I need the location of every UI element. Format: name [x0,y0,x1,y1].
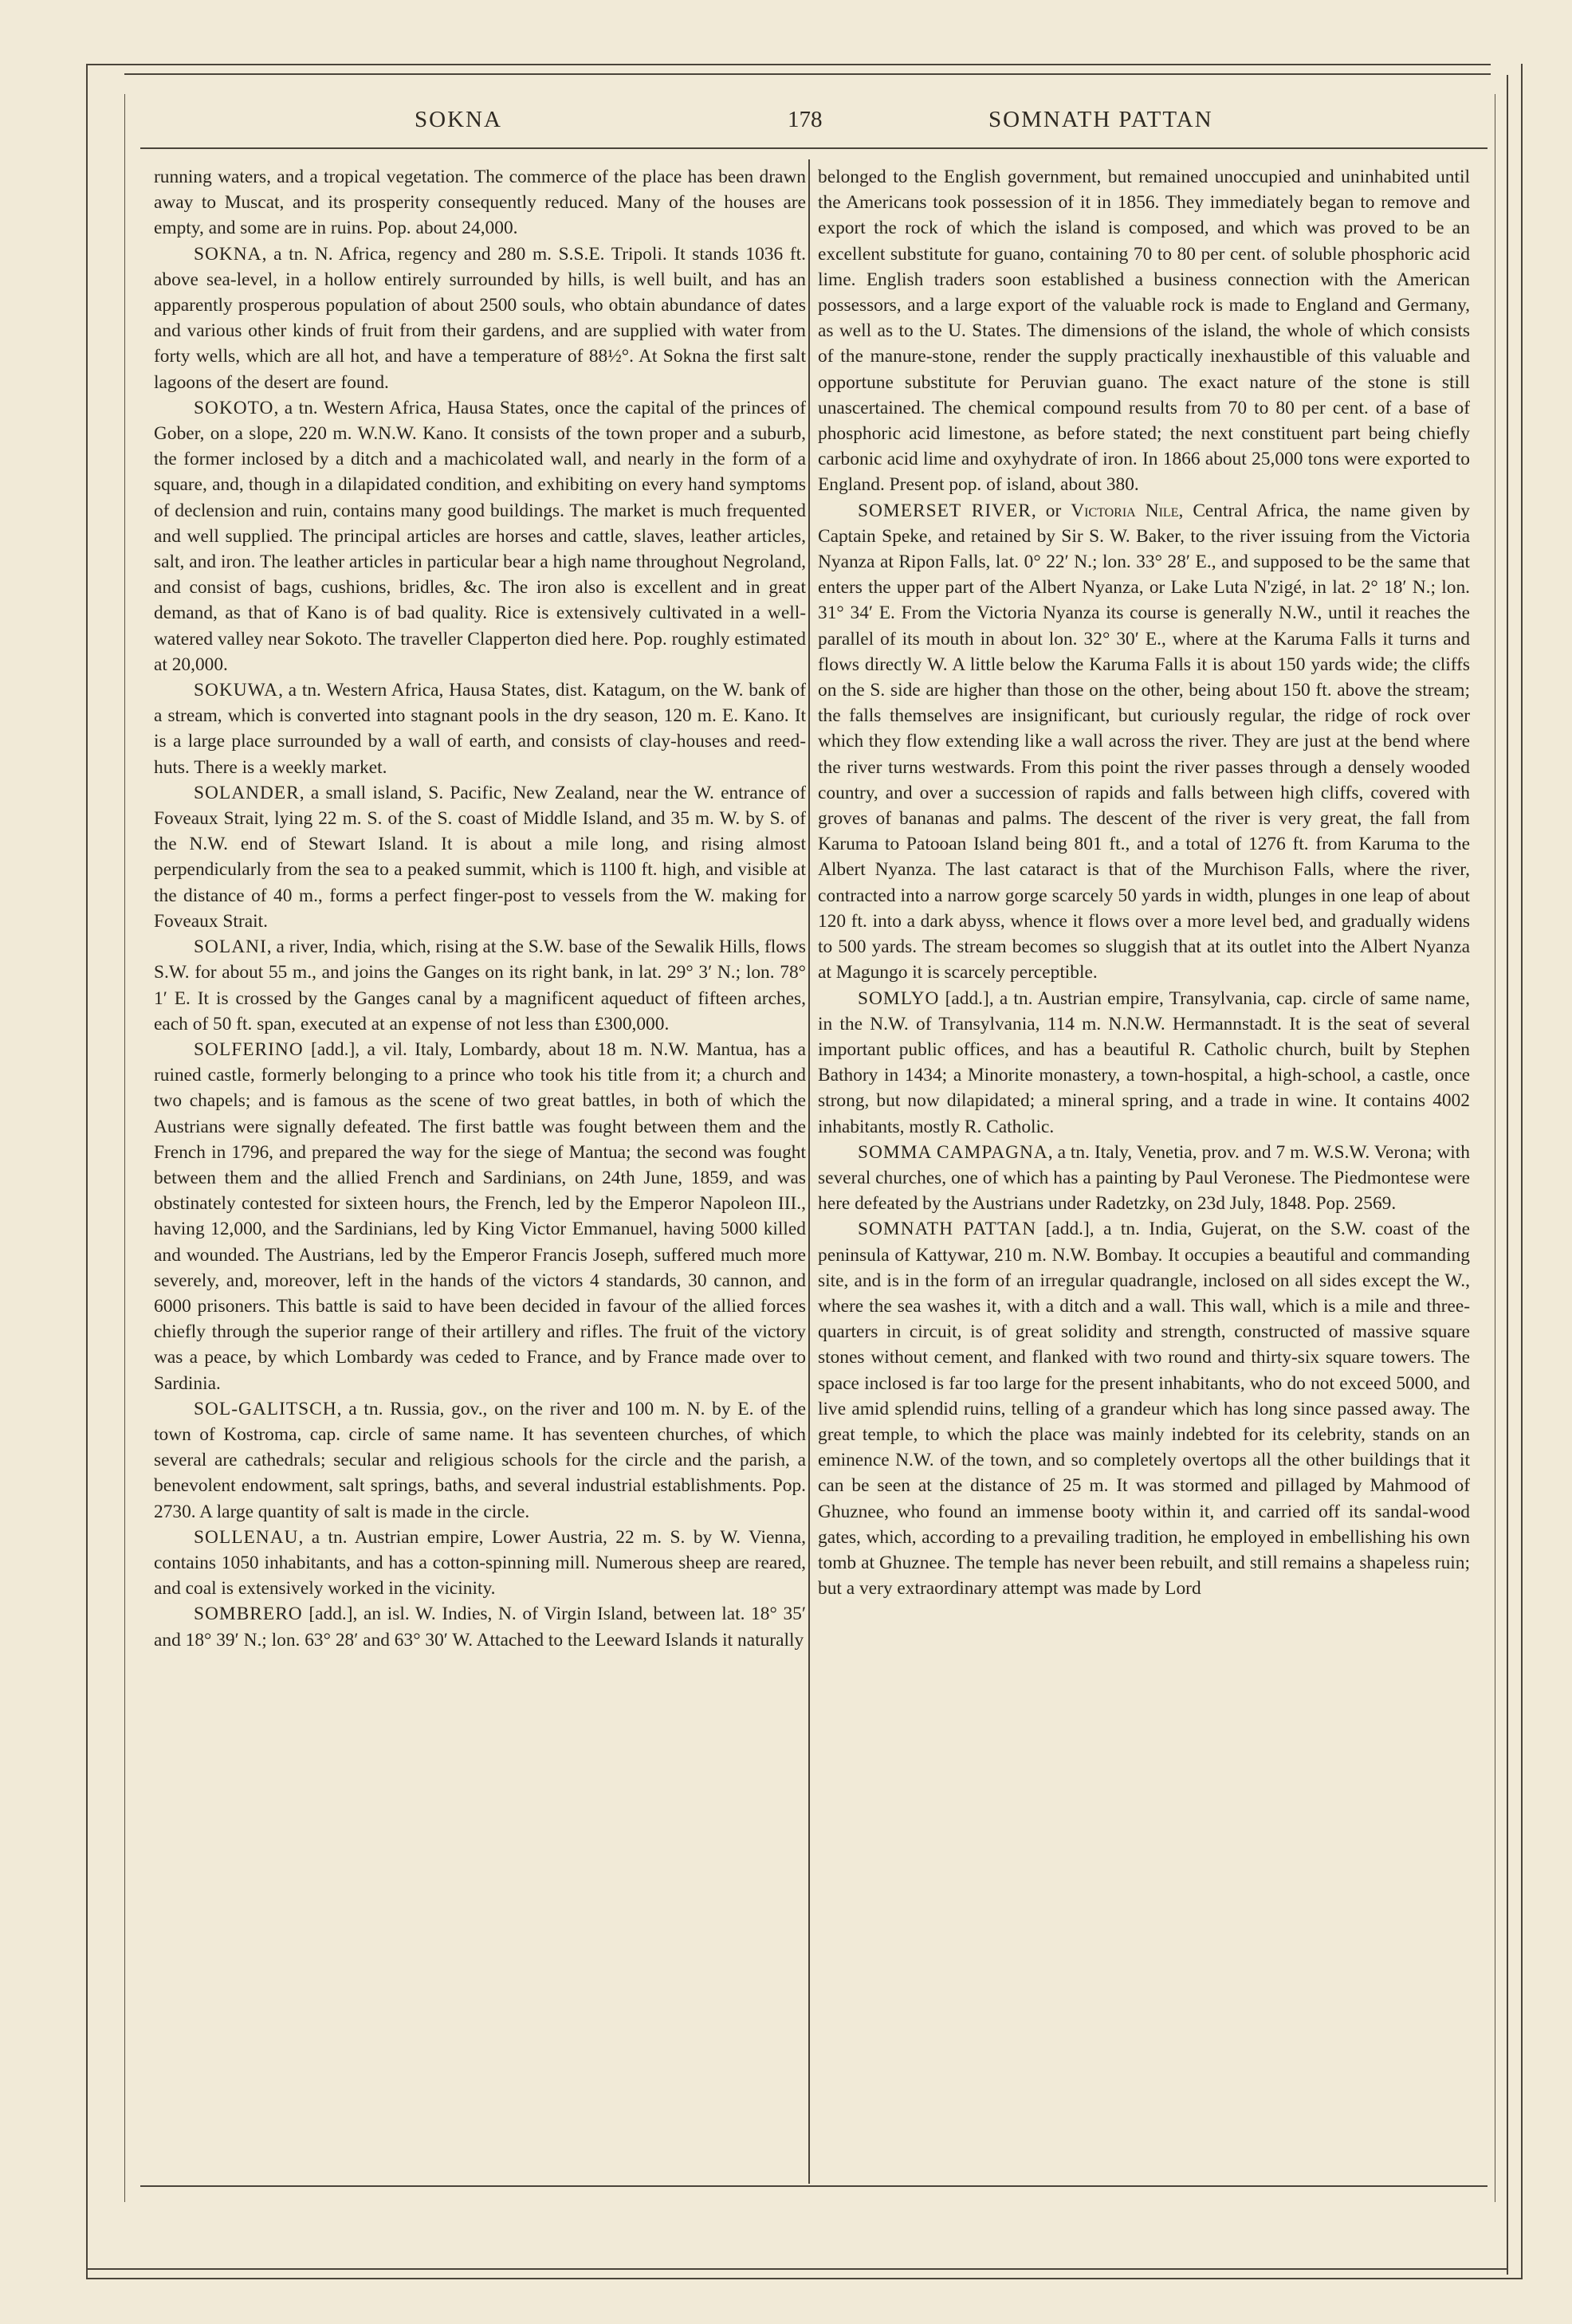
bottom-rule-inner [86,2268,1507,2270]
entry-continuation: running waters, and a tropical vegetation. The commerce of the place has been drawn away to Muscat, and its prosperity consequently reduced. Many of the houses are empty, and some are in ruins. Pop. about 24,000. [154,167,806,239]
footer-rule [140,2185,1488,2187]
right-column [818,164,1470,2181]
headword: SOMBRERO [194,1604,303,1625]
top-rule-inner [124,73,1491,75]
entry-somerset-river: SOMERSET RIVER, or Victoria Nile, Central Africa, the name given by Captain Speke, and retained by Sir S. W. Baker, to the river issuing from the Victoria Nyanza at Ripon Falls, lat. 0° 22′ N.; lon. 33° 28′ E., and supposed to be the same that enters the upper part of the Albert Nyanza, or Lake Luta N'zigé, in lat. 2° 18′ N.; lon. 31° 34′ E. From the Victoria Nyanza its course is generally N.W., until it reaches the parallel of its mouth in about lon. 32° 30′ E., where at the Karuma Falls it turns and flows directly W. A little below the Karuma Falls it is about 150 yards wide; the cliffs on the S. side are higher than those on the other, being about 150 ft. above the stream; the falls themselves are insignificant, but curiously regular, the ridge of rock over which they flow extending like a wall across the river. They are just at the bend where the river turns westwards. From this point the river passes through a densely wooded country, and over a succession of rapids and falls between high cliffs, covered with groves of bananas and palms. The descent of the river is very great, the fall from Karuma to Patooan Island being 801 ft., and a total of 1276 ft. from Karuma to the Albert Nyanza. The last cataract is that of the Murchison Falls, where the river, contracted into a narrow gorge scarcely 50 yards in width, plunges in one leap of about 120 ft. into a dark abyss, whence it flows over a more level bed, and gradually widens to 500 yards. The stream becomes so sluggish that at its outlet into the Albert Nyanza at Magungo it is scarcely perceptible. [818,500,1470,983]
headword: SOMLYO [858,987,940,1009]
left-rule-outer [86,64,88,2279]
alternate-name: Victoria Nile [1071,500,1179,521]
top-rule-outer [86,64,1491,65]
header-rule [140,147,1488,149]
entry-sollenau: SOLLENAU, a tn. Austrian empire, Lower Austria, 22 m. S. by W. Vienna, contains 1050 inhabitants, and has a cotton-spinning mill. Numerous sheep are reared, and coal is extensively worked in the vicinity. [154,1526,806,1600]
headword: SOMNATH PATTAN [858,1219,1037,1240]
headword: SOKNA [194,243,262,265]
column-divider [808,159,810,2184]
headword: SOLANDER [194,782,300,803]
entry-sol-galitsch: SOL-GALITSCH, a tn. Russia, gov., on the river and 100 m. N. by E. of the town of Kostroma, cap. circle of same name. It has seventeen churches, of which several are cathedrals; secular and religious schools for the circle and the parish, a benevolent endowment, salt springs, baths, and several industrial establishments. Pop. 2730. A large quantity of salt is made in the circle. [154,1398,806,1522]
entry-sokuwa: SOKUWA, a tn. Western Africa, Hausa States, dist. Katagum, on the W. bank of a stream, which is converted into stagnant pools in the dry season, 120 m. E. Kano. It is a large place surrounded by a wall of earth, and consists of clay-houses and reed-huts. There is a weekly market. [154,680,806,778]
header-left-word: SOKNA [415,107,502,132]
running-header [136,107,1483,145]
bottom-rule-outer [86,2278,1523,2279]
headword: SOLFERINO [194,1038,304,1060]
entry-solferino: SOLFERINO [add.], a vil. Italy, Lombardy, about 18 m. N.W. Mantua, has a ruined castle, formerly belonging to a prince who took his title from it; a church and two chapels; and is famous as the scene of two great battles, in both of which the Austrians were signally defeated. The first battle was fought between them and the French in 1796, and prepared the way for the siege of Mantua; the second was fought between them and the allied French and Sardinians, on 24th June, 1859, and was obstinately contested for sixteen hours, the French, led by the Emperor Napoleon III., having 12,000, and the Sardinians, led by King Victor Emmanuel, having 5000 killed and wounded. The Austrians, led by the Emperor Francis Joseph, suffered much more severely, and, moreover, left in the hands of the victors 4 standards, 30 cannon, and 6000 prisoners. This battle is said to have been decided in favour of the allied forces chiefly through the superior range of their artillery and rifles. The fruit of the victory was a peace, by which Lombardy was ceded to France, and by France made over to Sardinia. [154,1038,806,1394]
headword: SOLLENAU [194,1526,299,1548]
right-rule-inner [1507,75,1508,2275]
entry-somma-campagna: SOMMA CAMPAGNA, a tn. Italy, Venetia, prov. and 7 m. W.S.W. Verona; with several churches, one of which has a painting by Paul Veronese. The Piedmontese were here defeated by the Austrians under Radetzky, on 23d July, 1848. Pop. 2569. [818,1141,1470,1215]
right-rule-outer [1521,64,1523,2279]
headword: SOL-GALITSCH [194,1398,337,1419]
headword: SOMMA CAMPAGNA [858,1141,1048,1163]
headword: SOKOTO [194,397,274,418]
entry-somlyo: SOMLYO [add.], a tn. Austrian empire, Transylvania, cap. circle of same name, in the N.W. of Transylvania, 114 m. N.N.W. Hermannstadt. It is the seat of several important public offices, and has a beautiful R. Catholic church, built by Stephen Bathory in 1434; a Minorite monastery, a town-hospital, a high-school, a castle, once strong, but now dilapidated; a mineral spring, and a trade in wine. It contains 4002 inhabitants, mostly R. Catholic. [818,987,1470,1137]
entry-solani: SOLANI, a river, India, which, rising at the S.W. base of the Sewalik Hills, flows S.W. for about 55 m., and joins the Ganges on its right bank, in lat. 29° 3′ N.; lon. 78° 1′ E. It is crossed by the Ganges canal by a magnificent aqueduct of fifteen arches, each of 50 ft. span, executed at an expense of not less than £300,000. [154,936,806,1034]
entry-somnath-pattan: SOMNATH PATTAN [add.], a tn. India, Gujerat, on the S.W. coast of the peninsula of Kattywar, 210 m. N.W. Bombay. It occupies a beautiful and commanding site, and is in the form of an irregular quadrangle, inclosed on all sides except the W., where the sea washes it, with a ditch and a wall. This wall, which is a mile and three-quarters in circuit, is of great solidity and strength, constructed of massive square stones without cement, and flanked with two round and thirty-six square towers. The space inclosed is far too large for the present inhabitants, who do not exceed 5000, and live amid splendid ruins, telling of a grandeur which has long since passed away. The great temple, to which the place was mainly indebted for its celebrity, stands on an eminence N.W. of the town, and so completely overtops all the other buildings that it can be seen at the distance of 25 m. It was stormed and pillaged by Mahmood of Ghuznee, who found an immense booty within it, and carried off its sandal-wood gates, which, according to a prevailing tradition, he employed in embellishing his own tomb at Ghuznee. The temple has never been rebuilt, and still remains a shapeless ruin; but a very extraordinary attempt was made by Lord [818,1219,1470,1600]
page-number: 178 [788,107,823,132]
entry-sombrero: SOMBRERO [add.], an isl. W. Indies, N. of Virgin Island, between lat. 18° 35′ and 18° 39′ N.; lon. 63° 28′ and 63° 30′ W. Attached to the Leeward Islands it naturally [154,1604,806,1651]
entry-continuation: belonged to the English government, but remained unoccupied and uninhabited until the Americans took possession of it in 1856. They immediately began to remove and export the rock of which the island is composed, and which was proved to be an excellent substitute for guano, containing 70 to 80 per cent. of soluble phosphoric acid lime. English traders soon established a business connection with the American possessors, and a large export of the valuable rock is made to England and Germany, as well as to the U. States. The dimensions of the island, the whole of which consists of the manure-stone, render the supply practically inexhaustible of this valuable and opportune substitute for Peruvian guano. The exact nature of the stone is still unascertained. The chemical compound results from 70 to 80 per cent. of a base of phosphoric acid limestone, as before stated; the next constituent part being chiefly carbonic acid lime and oxyhydrate of iron. In 1866 about 25,000 tons were exported to England. Present pop. of island, about 380. [818,167,1470,496]
headword: SOLANI [194,936,267,958]
entry-sokna: SOKNA, a tn. N. Africa, regency and 280 m. S.S.E. Tripoli. It stands 1036 ft. above sea-level, in a hollow entirely surrounded by hills, is well built, and has an apparently prosperous population of about 2500 souls, who obtain abundance of dates and various other kinds of fruit from their gardens, and are supplied with water from forty wells, which are all hot, and have a temperature of 88½°. At Sokna the first salt lagoons of the desert are found. [154,243,806,393]
left-column [154,164,806,2181]
headword: SOMERSET RIVER [858,500,1032,521]
header-right-word: SOMNATH PATTAN [988,107,1213,132]
entry-sokoto: SOKOTO, a tn. Western Africa, Hausa States, once the capital of the princes of Gober, on a slope, 220 m. W.N.W. Kano. It consists of the town proper and a suburb, the former inclosed by a ditch and a machicolated wall, and nearly in the form of a square, and, though in a dilapidated condition, and exhibiting on every hand symptoms of declension and ruin, contains many good buildings. The market is much frequented and well supplied. The principal articles are horses and cattle, slaves, leather articles, salt, and iron. The leather articles in particular bear a high name throughout Negroland, and consist of bags, cushions, bridles, &c. The iron also is excellent and in great demand, as that of Kano is of bad quality. Rice is extensively cultivated in a well-watered valley near Sokoto. The traveller Clapperton died here. Pop. roughly estimated at 20,000. [154,397,806,675]
entry-solander: SOLANDER, a small island, S. Pacific, New Zealand, near the W. entrance of Foveaux Strait, lying 22 m. S. of the S. coast of Middle Island, and 35 m. W. by S. of the N.W. end of Stewart Island. It is about a mile long, and rising almost perpendicularly from the sea to a peaked summit, which is 1100 ft. high, and visible at the distance of 40 m., forms a perfect finger-post to vessels from the W. making for Foveaux Strait. [154,782,806,932]
headword: SOKUWA [194,680,279,701]
